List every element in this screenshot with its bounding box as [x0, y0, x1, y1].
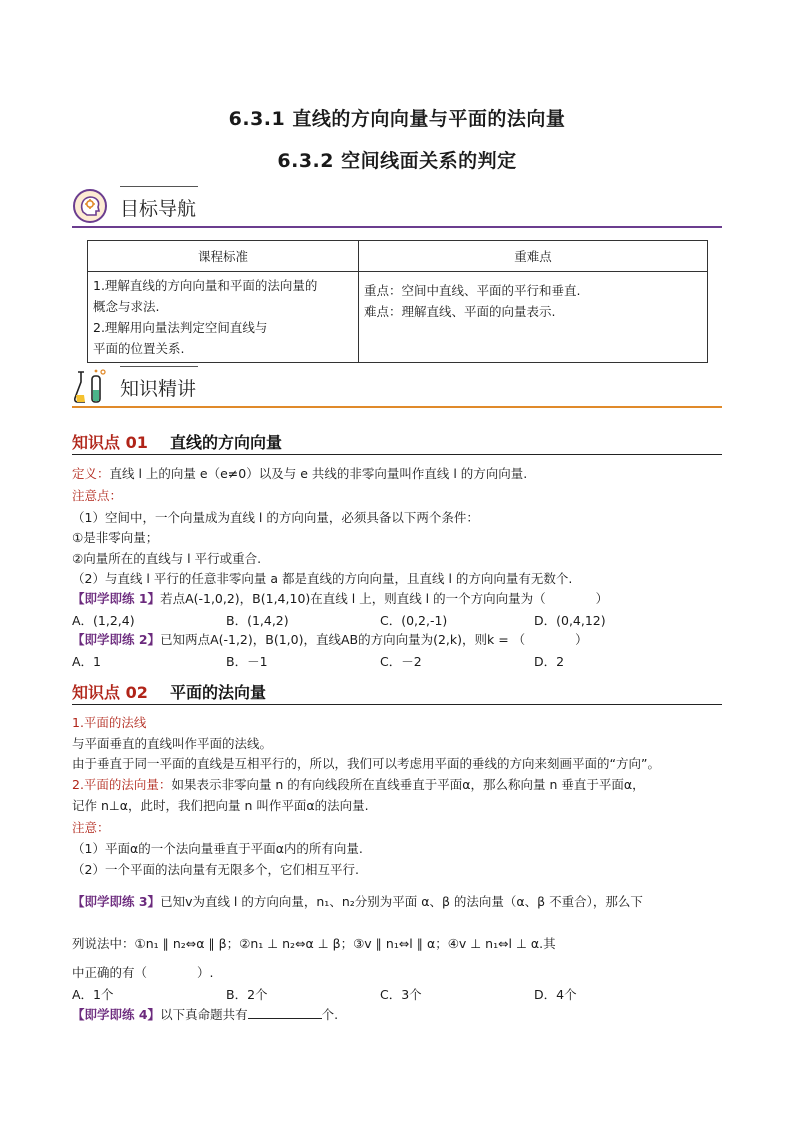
exercise-tag: 【即学即练 3】 — [72, 894, 161, 909]
exercise-4 — [72, 1005, 338, 1023]
option-c: C．(0,2,-1) — [380, 613, 448, 628]
lab-flask-icon — [72, 368, 108, 404]
definition-label: 定义： — [72, 466, 110, 481]
knowledge-point-number: 知识点 02 — [72, 683, 148, 702]
option-a: A．1个 — [72, 987, 114, 1002]
standard-line: 平面的位置关系. — [93, 341, 185, 356]
normal-vector-definition — [72, 775, 645, 793]
paragraph-text: 记作 n⊥α，此时，我们把向量 n 叫作平面α的法向量. — [72, 798, 369, 813]
brain-head-icon — [72, 188, 108, 224]
definition — [72, 464, 527, 482]
section-goal-title: 目标导航 — [120, 198, 197, 220]
note-text: （2）一个平面的法向量有无限多个，它们相互平行. — [72, 862, 359, 877]
key-point-line: 重点：空间中直线、平面的平行和垂直. — [364, 283, 581, 298]
section-knowledge-title: 知识精讲 — [120, 378, 197, 400]
knowledge-point-01 — [72, 428, 722, 456]
table-cell-key-points — [359, 272, 708, 363]
note-label: 注意： — [72, 820, 110, 835]
option-b: B．2个 — [226, 987, 268, 1002]
section-top-line — [120, 186, 198, 187]
note-label: 注意点： — [72, 488, 123, 503]
option-d: D．4个 — [534, 987, 577, 1002]
section-knowledge-header — [72, 368, 722, 408]
page-title: 6.3.1 直线的方向向量与平面的法向量 — [228, 108, 566, 130]
exercise-text: 列说法中：①n₁ ∥ n₂⇔α ∥ β；②n₁ ⊥ n₂⇔α ⊥ β；③v ∥ n₁⇔l ∥ α；④v ⊥ n₁⇔l ⊥ α.其 — [72, 936, 556, 951]
exercise-text: 中正确的有（ ）. — [72, 965, 214, 980]
knowledge-point-name: 平面的法向量 — [170, 683, 267, 702]
knowledge-point-number: 知识点 01 — [72, 433, 148, 452]
table-header-key-points: 重难点 — [359, 241, 708, 272]
option-c: C．3个 — [380, 987, 422, 1002]
option-a: A．(1,2,4) — [72, 613, 135, 628]
option-b: B．(1,4,2) — [226, 613, 289, 628]
standard-line: 1.理解直线的方向向量和平面的法向量的 — [93, 278, 318, 293]
condition-text: （2）与直线 l 平行的任意非零向量 a 都是直线的方向向量，且直线 l 的方向向量有无数个. — [72, 571, 573, 586]
standard-line: 2.理解用向量法判定空间直线与 — [93, 320, 268, 335]
paragraph-text: 与平面垂直的直线叫作平面的法线。 — [72, 736, 273, 751]
condition-text: ②向量所在的直线与 l 平行或重合. — [72, 551, 262, 566]
option-a: A．1 — [72, 654, 102, 669]
condition-text: ①是非零向量； — [72, 530, 159, 545]
exercise-tag: 【即学即练 1】 — [72, 591, 161, 606]
key-point-line: 难点：理解直线、平面的向量表示. — [364, 304, 556, 319]
knowledge-point-name: 直线的方向向量 — [170, 433, 283, 452]
paragraph-text: 由于垂直于同一平面的直线是互相平行的，所以，我们可以考虑用平面的垂线的方向来刻画平面的“方向”。 — [72, 756, 660, 771]
exercise-tag: 【即学即练 4】 — [72, 1007, 161, 1022]
exercise-tag: 【即学即练 2】 — [72, 632, 161, 647]
option-c: C．－2 — [380, 654, 422, 669]
option-d: D．(0,4,12) — [534, 613, 606, 628]
answer-blank[interactable] — [248, 1006, 322, 1019]
exercise-text: 以下真命题共有 — [160, 1007, 248, 1022]
subsection-normal-line: 1.平面的法线 — [72, 715, 147, 730]
section-top-line — [120, 366, 198, 367]
knowledge-point-underline — [72, 704, 722, 705]
exercise-text: 若点A(-1,0,2)，B(1,4,10)在直线 l 上，则直线 l 的一个方向向量为（ ） — [160, 591, 609, 606]
page-subtitle: 6.3.2 空间线面关系的判定 — [277, 150, 517, 172]
knowledge-point-underline — [72, 454, 722, 455]
table-cell-standards — [88, 272, 359, 363]
note-text: （1）平面α的一个法向量垂直于平面α内的所有向量. — [72, 841, 363, 856]
option-d: D．2 — [534, 654, 565, 669]
exercise-text: 已知两点A(-1,2)，B(1,0)，直线AB的方向向量为(2,k)，则k = （ ） — [160, 632, 588, 647]
paragraph-text: 如果表示非零向量 n 的有向线段所在直线垂直于平面α，那么称向量 n 垂直于平面α， — [171, 777, 645, 792]
exercise-1 — [72, 589, 608, 607]
subsection-normal-vector: 2.平面的法向量： — [72, 777, 172, 792]
section-goal-header — [72, 188, 722, 228]
exercise-text: 已知v为直线 l 的方向向量，n₁、n₂分别为平面 α、β 的法向量（α、β 不重合），那么下 — [160, 894, 643, 909]
exercise-2 — [72, 630, 588, 648]
exercise-3 — [72, 892, 643, 910]
knowledge-point-02 — [72, 678, 722, 706]
condition-text: （1）空间中，一个向量成为直线 l 的方向向量，必须具备以下两个条件： — [72, 510, 479, 525]
section-knowledge-rule — [72, 406, 722, 408]
standard-line: 概念与求法. — [93, 299, 160, 314]
section-goal-rule — [72, 226, 722, 228]
definition-text: 直线 l 上的向量 e（e≠0）以及与 e 共线的非零向量叫作直线 l 的方向向量. — [109, 466, 528, 481]
course-standards-table — [87, 240, 708, 363]
exercise-text: 个. — [321, 1007, 339, 1022]
table-header-standard: 课程标准 — [88, 241, 359, 272]
option-b: B．－1 — [226, 654, 268, 669]
